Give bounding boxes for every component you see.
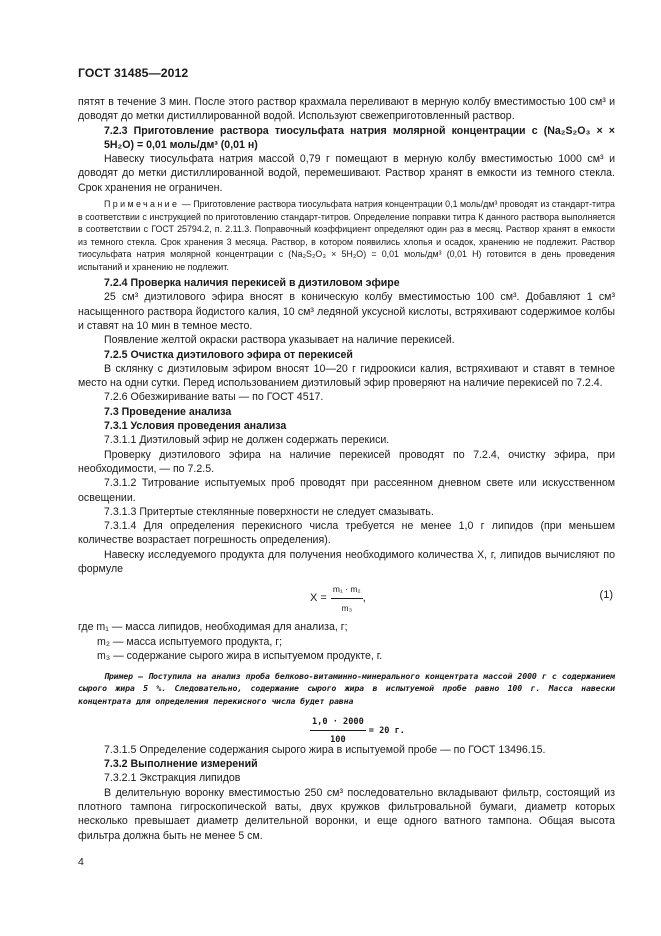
section-7-3-1-1-b: Проверку диэтилового эфира на наличие перекисей проводят по 7.2.4, очистку эфира, при необходимости, — по 7.2.5.: [78, 448, 615, 475]
section-heading-7-3-1: 7.3.1 Условия проведения анализа: [104, 420, 287, 433]
section-heading-7-2-3: 7.2.3 Приготовление раствора тиосульфата натрия молярной концентрации c (Na₂S₂O₃ × × 5H₂O) = 0,01 моль/дм³ (0,01 н): [104, 124, 615, 151]
note-block: [78, 198, 615, 273]
section-heading-7-3-2: 7.3.2 Выполнение измерений: [104, 758, 258, 771]
example-result: = 20 г.: [368, 725, 405, 736]
section-text-7-2-4-b: Появление желтой окраски раствора указывает на наличие перекисей.: [104, 334, 455, 347]
section-text-7-2-4-a: 25 см³ диэтилового эфира вносят в коническую колбу вместимостью 100 см³. Добавляют 1 см³ насыщенного раствора йодистого калия, 10 см³ ледяной уксусной кислоты, встряхивают содержимое колбы и ставят на 10 мин в темное место.: [78, 291, 615, 332]
formula-lhs: X =: [310, 592, 327, 605]
definition-m3: m₃ — содержание сырого жира в испытуемом продукте, г.: [97, 649, 383, 662]
section-7-3-1-3: 7.3.1.3 Притертые стеклянные поверхности не следует смазывать.: [104, 505, 434, 518]
definition-m2: m₂ — масса испытуемого продукта, г;: [97, 635, 283, 648]
definition-m1: где m₁ — масса липидов, необходимая для анализа, г;: [78, 621, 348, 634]
example-calculation: [78, 711, 615, 746]
section-text-7-2-5: В склянку с диэтиловым эфиром вносят 10—20 г гидроокиси калия, встряхивают и ставят в темное место на одни сутки. Перед использованием диэтиловый эфир проверяют на наличие перекисей по 7.2.4.: [78, 362, 615, 390]
section-7-3-1-1-a: 7.3.1.1 Диэтиловый эфир не должен содержать перекиси.: [104, 434, 390, 447]
paragraph-continuation: пятят в течение 3 мин. После этого раствор крахмала переливают в мерную колбу вместимостью 100 см³ и доводят до метки дистиллированной водой. Используют свежеприготовленный раствор.: [78, 96, 615, 123]
section-heading-7-3: 7.3 Проведение анализа: [104, 405, 232, 418]
formula-1: [78, 576, 615, 620]
example-numerator: 1,0 · 2000: [310, 715, 366, 731]
note-text: — Приготовление раствора тиосульфата натрия концентрации 0,1 моль/дм³ проводят из стандарт-титра в соответствии с инструкцией по приготовлению стандарт-титров. Определение поправки титра К данного раствора выполняется в соответствии с ГОСТ 25794.2, п. 2.11.3. Поправочный коэффициент определяют один раз в месяц. Раствор хранят в емкости из темного стекла. Срок хранения 3 месяца. Раствор, в котором появились хлопья и осадок, хранению не подлежит. Раствор тиосульфата натрия молярной концентрации c (Na₂S₂O₃ × 5H₂O) = 0,01 моль/дм³ (0,01 Н) готовится в день проведения испытаний и хранению не подлежит.: [78, 199, 615, 272]
section-heading-7-2-5: 7.2.5 Очистка диэтилового эфира от перекисей: [104, 348, 353, 361]
page-header-title: ГОСТ 31485—2012: [78, 66, 189, 80]
note-label: Примечание: [104, 199, 180, 210]
document-body: [78, 95, 615, 843]
example-calc-expression: [306, 715, 405, 748]
section-text-7-2-3: Навеску тиосульфата натрия массой 0,79 г помещают в мерную колбу вместимостью 1000 см³ и доводят до метки дистиллированной водой, перемешивают. Раствор хранят в емкости из темного стекла. Срок хранения не ограничен.: [78, 153, 615, 194]
section-heading-7-2-4: 7.2.4 Проверка наличия перекисей в диэтиловом эфире: [104, 277, 400, 290]
section-7-3-2-1: 7.3.2.1 Экстракция липидов: [104, 772, 241, 785]
example-block: [78, 670, 615, 707]
example-label: Пример: [104, 671, 133, 682]
formula-fraction: [331, 582, 363, 615]
page-number: 4: [78, 856, 84, 868]
formula-expression: [310, 582, 366, 615]
section-7-3-1-4-a: 7.3.1.4 Для определения перекисного числа требуется не менее 1,0 г липидов (при меньшем количестве возрастает погрешность определения).: [78, 520, 615, 547]
example-fraction: [310, 715, 366, 748]
example-denominator: 100: [330, 735, 346, 746]
formula-numerator: m₁ · m₂: [331, 582, 363, 598]
example-text: — Поступила на анализ проба белково-витаминно-минерального концентрата массой 2000 г с содержанием сырого жира 5 %. Следовательно, содержание сырого жира в испытуемой пробе равно 100 г. Масса навески концентрата для определения перекисного числа будет равна: [78, 671, 615, 706]
formula-number: (1): [599, 589, 613, 602]
section-text-7-3-2-1: В делительную воронку вместимостью 250 см³ последовательно вкладывают фильтр, состоящий из плотного тампона гигроскопической ваты, двух кружков фильтровальной бумаги, диаметр которых несколько превышает диаметр делительной воронки, и еще одного ватного тампона. Общая высота фильтра должна быть не менее 5 см.: [78, 786, 615, 842]
section-7-3-1-5: 7.3.1.5 Определение содержания сырого жира в испытуемой пробе — по ГОСТ 13496.15.: [104, 743, 546, 756]
section-7-2-6: 7.2.6 Обезжиривание ваты — по ГОСТ 4517.: [104, 391, 324, 404]
section-7-3-1-4-b: Навеску исследуемого продукта для получения необходимого количества X, г, липидов вычисляют по формуле: [78, 548, 615, 576]
formula-denominator: m₃: [341, 602, 353, 613]
formula-tail: ,: [362, 592, 366, 605]
section-7-3-1-2: 7.3.1.2 Титрование испытуемых проб проводят при рассеянном дневном свете или искусственном освещении.: [78, 477, 615, 504]
